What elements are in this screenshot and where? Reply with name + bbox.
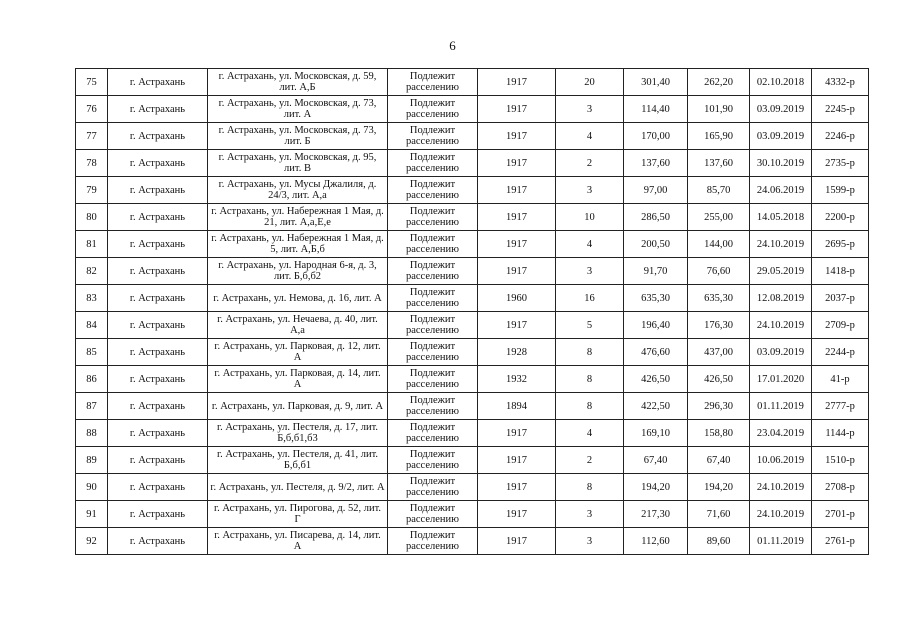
date-cell: 03.09.2019 [750,339,812,366]
row-number: 88 [76,420,108,447]
area-total-cell: 114,40 [624,96,688,123]
city-cell: г. Астрахань [108,69,208,96]
registry-body [76,69,869,555]
date-cell: 23.04.2019 [750,420,812,447]
city-cell: г. Астрахань [108,447,208,474]
date-cell: 01.11.2019 [750,528,812,555]
status-cell: Подлежит расселению [388,123,478,150]
count-cell: 16 [556,285,624,312]
city-cell: г. Астрахань [108,96,208,123]
row-number: 89 [76,447,108,474]
document-number-cell: 41-р [812,366,869,393]
date-cell: 02.10.2018 [750,69,812,96]
row-number: 87 [76,393,108,420]
document-number-cell: 2244-р [812,339,869,366]
housing-registry-table [75,68,869,555]
table-row [76,339,869,366]
table-row [76,474,869,501]
address-cell: г. Астрахань, ул. Пестеля, д. 17, лит. Б,б,б1,б3 [208,420,388,447]
area-total-cell: 194,20 [624,474,688,501]
table-row [76,420,869,447]
count-cell: 20 [556,69,624,96]
year-cell: 1960 [478,285,556,312]
city-cell: г. Астрахань [108,420,208,447]
area-residential-cell: 67,40 [688,447,750,474]
address-cell: г. Астрахань, ул. Парковая, д. 9, лит. А [208,393,388,420]
table-row [76,69,869,96]
city-cell: г. Астрахань [108,528,208,555]
area-total-cell: 112,60 [624,528,688,555]
status-cell: Подлежит расселению [388,96,478,123]
area-total-cell: 635,30 [624,285,688,312]
year-cell: 1917 [478,96,556,123]
area-total-cell: 137,60 [624,150,688,177]
count-cell: 4 [556,420,624,447]
date-cell: 24.06.2019 [750,177,812,204]
table-row [76,285,869,312]
date-cell: 24.10.2019 [750,231,812,258]
status-cell: Подлежит расселению [388,231,478,258]
area-residential-cell: 144,00 [688,231,750,258]
document-number-cell: 2245-р [812,96,869,123]
document-number-cell: 2246-р [812,123,869,150]
area-total-cell: 67,40 [624,447,688,474]
area-residential-cell: 158,80 [688,420,750,447]
area-total-cell: 169,10 [624,420,688,447]
status-cell: Подлежит расселению [388,69,478,96]
year-cell: 1917 [478,528,556,555]
row-number: 80 [76,204,108,231]
year-cell: 1917 [478,447,556,474]
date-cell: 01.11.2019 [750,393,812,420]
area-residential-cell: 437,00 [688,339,750,366]
city-cell: г. Астрахань [108,366,208,393]
row-number: 75 [76,69,108,96]
count-cell: 3 [556,258,624,285]
count-cell: 3 [556,501,624,528]
date-cell: 14.05.2018 [750,204,812,231]
address-cell: г. Астрахань, ул. Набережная 1 Мая, д. 21, лит. А,а,Е,е [208,204,388,231]
count-cell: 2 [556,447,624,474]
count-cell: 8 [556,366,624,393]
status-cell: Подлежит расселению [388,177,478,204]
count-cell: 4 [556,123,624,150]
status-cell: Подлежит расселению [388,312,478,339]
table-row [76,528,869,555]
address-cell: г. Астрахань, ул. Пестеля, д. 9/2, лит. А [208,474,388,501]
date-cell: 17.01.2020 [750,366,812,393]
count-cell: 8 [556,393,624,420]
year-cell: 1917 [478,231,556,258]
row-number: 78 [76,150,108,177]
date-cell: 24.10.2019 [750,501,812,528]
year-cell: 1917 [478,177,556,204]
city-cell: г. Астрахань [108,339,208,366]
area-residential-cell: 165,90 [688,123,750,150]
area-residential-cell: 255,00 [688,204,750,231]
table-row [76,312,869,339]
date-cell: 24.10.2019 [750,474,812,501]
date-cell: 03.09.2019 [750,96,812,123]
area-residential-cell: 426,50 [688,366,750,393]
row-number: 76 [76,96,108,123]
row-number: 86 [76,366,108,393]
city-cell: г. Астрахань [108,150,208,177]
area-total-cell: 286,50 [624,204,688,231]
address-cell: г. Астрахань, ул. Народная 6-я, д. 3, лит. Б,б,б2 [208,258,388,285]
area-total-cell: 170,00 [624,123,688,150]
date-cell: 30.10.2019 [750,150,812,177]
year-cell: 1917 [478,204,556,231]
table-row [76,150,869,177]
area-total-cell: 301,40 [624,69,688,96]
area-residential-cell: 137,60 [688,150,750,177]
address-cell: г. Астрахань, ул. Писарева, д. 14, лит. А [208,528,388,555]
city-cell: г. Астрахань [108,285,208,312]
address-cell: г. Астрахань, ул. Мусы Джалиля, д. 24/3, лит. А,а [208,177,388,204]
date-cell: 29.05.2019 [750,258,812,285]
table-row [76,177,869,204]
document-number-cell: 2695-р [812,231,869,258]
year-cell: 1932 [478,366,556,393]
area-residential-cell: 262,20 [688,69,750,96]
area-residential-cell: 296,30 [688,393,750,420]
count-cell: 3 [556,528,624,555]
year-cell: 1917 [478,312,556,339]
status-cell: Подлежит расселению [388,474,478,501]
status-cell: Подлежит расселению [388,447,478,474]
date-cell: 03.09.2019 [750,123,812,150]
area-residential-cell: 176,30 [688,312,750,339]
document-number-cell: 1510-р [812,447,869,474]
count-cell: 3 [556,177,624,204]
document-number-cell: 2735-р [812,150,869,177]
area-total-cell: 476,60 [624,339,688,366]
city-cell: г. Астрахань [108,177,208,204]
city-cell: г. Астрахань [108,123,208,150]
address-cell: г. Астрахань, ул. Московская, д. 59, лит. А,Б [208,69,388,96]
area-residential-cell: 635,30 [688,285,750,312]
count-cell: 4 [556,231,624,258]
address-cell: г. Астрахань, ул. Московская, д. 73, лит. А [208,96,388,123]
row-number: 90 [76,474,108,501]
address-cell: г. Астрахань, ул. Набережная 1 Мая, д. 5, лит. А,Б,б [208,231,388,258]
document-number-cell: 1599-р [812,177,869,204]
city-cell: г. Астрахань [108,312,208,339]
row-number: 83 [76,285,108,312]
table-row [76,447,869,474]
area-residential-cell: 71,60 [688,501,750,528]
area-residential-cell: 101,90 [688,96,750,123]
area-residential-cell: 89,60 [688,528,750,555]
row-number: 82 [76,258,108,285]
count-cell: 10 [556,204,624,231]
year-cell: 1917 [478,69,556,96]
table-row [76,258,869,285]
table-row [76,366,869,393]
document-number-cell: 2200-р [812,204,869,231]
year-cell: 1917 [478,150,556,177]
count-cell: 8 [556,339,624,366]
area-total-cell: 422,50 [624,393,688,420]
count-cell: 2 [556,150,624,177]
row-number: 81 [76,231,108,258]
address-cell: г. Астрахань, ул. Московская, д. 95, лит. В [208,150,388,177]
status-cell: Подлежит расселению [388,528,478,555]
year-cell: 1917 [478,501,556,528]
year-cell: 1894 [478,393,556,420]
row-number: 92 [76,528,108,555]
area-total-cell: 97,00 [624,177,688,204]
city-cell: г. Астрахань [108,393,208,420]
document-number-cell: 2709-р [812,312,869,339]
document-number-cell: 2777-р [812,393,869,420]
year-cell: 1917 [478,420,556,447]
table-row [76,231,869,258]
date-cell: 24.10.2019 [750,312,812,339]
status-cell: Подлежит расселению [388,366,478,393]
row-number: 79 [76,177,108,204]
table-row [76,96,869,123]
table-row [76,501,869,528]
city-cell: г. Астрахань [108,501,208,528]
count-cell: 8 [556,474,624,501]
city-cell: г. Астрахань [108,474,208,501]
address-cell: г. Астрахань, ул. Парковая, д. 12, лит. А [208,339,388,366]
document-number-cell: 4332-р [812,69,869,96]
status-cell: Подлежит расселению [388,285,478,312]
status-cell: Подлежит расселению [388,339,478,366]
date-cell: 12.08.2019 [750,285,812,312]
document-number-cell: 2761-р [812,528,869,555]
document-number-cell: 1144-р [812,420,869,447]
address-cell: г. Астрахань, ул. Нечаева, д. 40, лит. А,а [208,312,388,339]
area-residential-cell: 85,70 [688,177,750,204]
address-cell: г. Астрахань, ул. Немова, д. 16, лит. А [208,285,388,312]
count-cell: 5 [556,312,624,339]
city-cell: г. Астрахань [108,204,208,231]
status-cell: Подлежит расселению [388,420,478,447]
year-cell: 1917 [478,123,556,150]
address-cell: г. Астрахань, ул. Пестеля, д. 41, лит. Б,б,б1 [208,447,388,474]
area-total-cell: 426,50 [624,366,688,393]
table-row [76,204,869,231]
area-residential-cell: 76,60 [688,258,750,285]
area-total-cell: 196,40 [624,312,688,339]
status-cell: Подлежит расселению [388,258,478,285]
row-number: 77 [76,123,108,150]
year-cell: 1917 [478,258,556,285]
count-cell: 3 [556,96,624,123]
address-cell: г. Астрахань, ул. Пирогова, д. 52, лит. Г [208,501,388,528]
year-cell: 1917 [478,474,556,501]
row-number: 84 [76,312,108,339]
document-number-cell: 1418-р [812,258,869,285]
status-cell: Подлежит расселению [388,501,478,528]
page-number: 6 [449,38,456,53]
area-total-cell: 91,70 [624,258,688,285]
area-residential-cell: 194,20 [688,474,750,501]
date-cell: 10.06.2019 [750,447,812,474]
status-cell: Подлежит расселению [388,150,478,177]
table-row [76,393,869,420]
area-total-cell: 217,30 [624,501,688,528]
document-number-cell: 2037-р [812,285,869,312]
document-number-cell: 2701-р [812,501,869,528]
row-number: 91 [76,501,108,528]
address-cell: г. Астрахань, ул. Парковая, д. 14, лит. А [208,366,388,393]
document-number-cell: 2708-р [812,474,869,501]
city-cell: г. Астрахань [108,258,208,285]
address-cell: г. Астрахань, ул. Московская, д. 73, лит. Б [208,123,388,150]
city-cell: г. Астрахань [108,231,208,258]
status-cell: Подлежит расселению [388,393,478,420]
status-cell: Подлежит расселению [388,204,478,231]
area-total-cell: 200,50 [624,231,688,258]
table-row [76,123,869,150]
year-cell: 1928 [478,339,556,366]
row-number: 85 [76,339,108,366]
